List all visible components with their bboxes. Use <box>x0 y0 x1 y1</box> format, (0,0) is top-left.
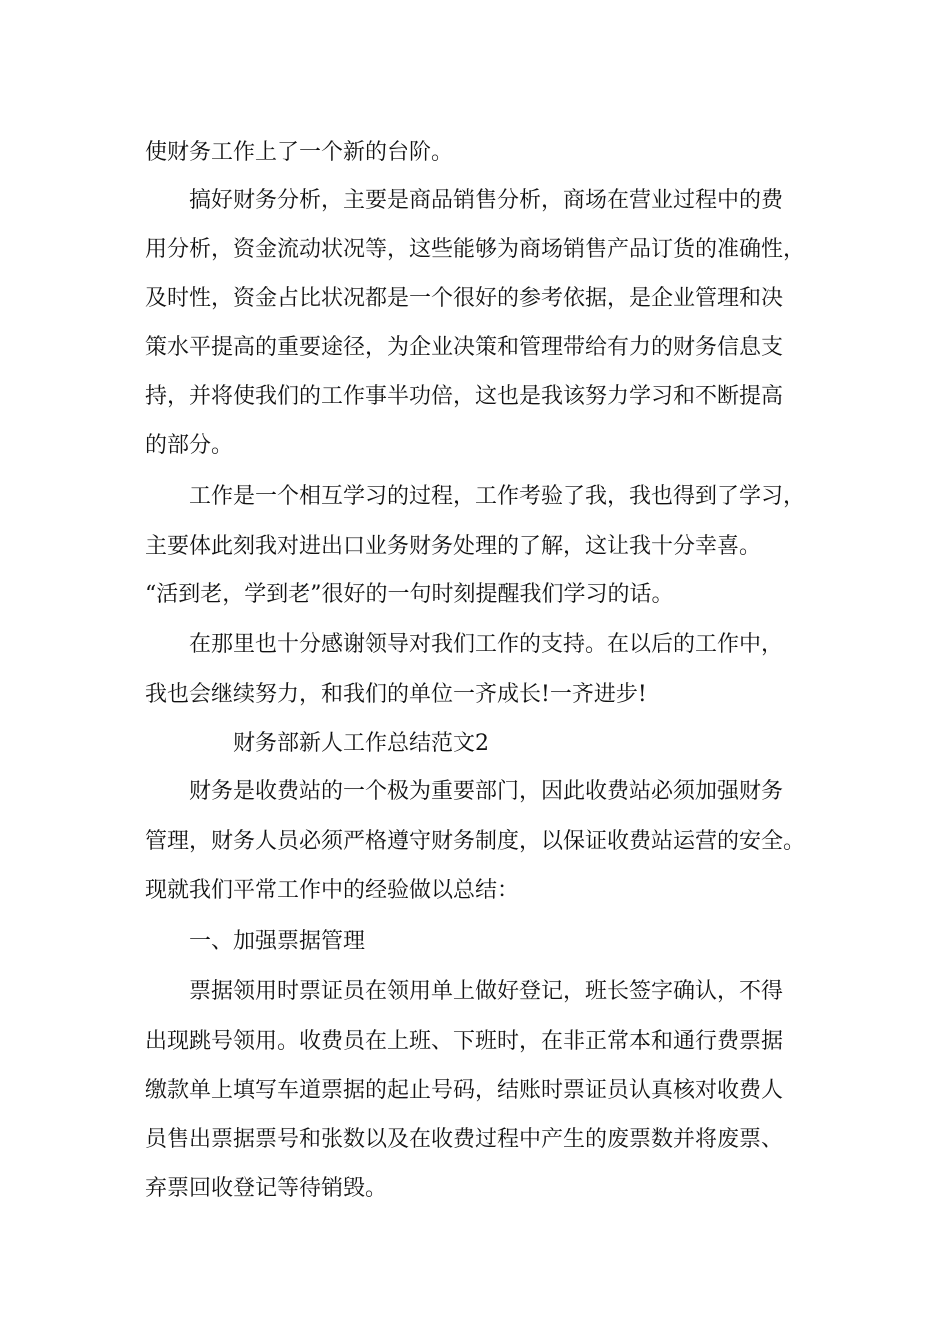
text-line: 弃票回收登记等待销毁。 <box>145 1176 388 1201</box>
text-line: “活到老，学到老”很好的一句时刻提醒我们学习的话。 <box>145 582 674 607</box>
text-line: 的部分。 <box>145 433 234 458</box>
text-line: 使财务工作上了一个新的台阶。 <box>145 140 454 165</box>
text-line: 管理，财务人员必须严格遵守财务制度，以保证收费站运营的安全。 <box>145 829 806 854</box>
paragraph-first-line: 财务是收费站的一个极为重要部门，因此收费站必须加强财务 <box>189 779 784 804</box>
paragraph-first-line: 在那里也十分感谢领导对我们工作的支持。在以后的工作中， <box>189 632 784 657</box>
text-line: 缴款单上填写车道票据的起止号码，结账时票证员认真核对收费人 <box>145 1078 784 1103</box>
text-line: 持，并将使我们的工作事半功倍，这也是我该努力学习和不断提高 <box>145 384 784 409</box>
text-line: 用分析，资金流动状况等，这些能够为商场销售产品订货的准确性， <box>145 237 806 262</box>
text-line: 我也会继续努力，和我们的单位一齐成长!一齐进步! <box>145 682 647 707</box>
paragraph-first-line: 搞好财务分析，主要是商品销售分析，商场在营业过程中的费 <box>189 188 784 213</box>
text-line: 主要体此刻我对进出口业务财务处理的了解，这让我十分幸喜。 <box>145 534 762 559</box>
section-heading: 财务部新人工作总结范文2 <box>233 731 489 756</box>
text-line: 及时性，资金占比状况都是一个很好的参考依据，是企业管理和决 <box>145 286 784 311</box>
text-line: 员售出票据票号和张数以及在收费过程中产生的废票数并将废票、 <box>145 1127 784 1152</box>
text-line: 出现跳号领用。收费员在上班、下班时，在非正常本和通行费票据 <box>145 1029 784 1054</box>
text-line: 现就我们平常工作中的经验做以总结： <box>145 878 520 903</box>
text-line: 策水平提高的重要途径，为企业决策和管理带给有力的财务信息支 <box>145 335 784 360</box>
paragraph-first-line: 工作是一个相互学习的过程，工作考验了我，我也得到了学习， <box>189 484 806 509</box>
paragraph-first-line: 票据领用时票证员在领用单上做好登记，班长签字确认，不得 <box>189 979 784 1004</box>
subheading: 一、加强票据管理 <box>189 929 366 954</box>
